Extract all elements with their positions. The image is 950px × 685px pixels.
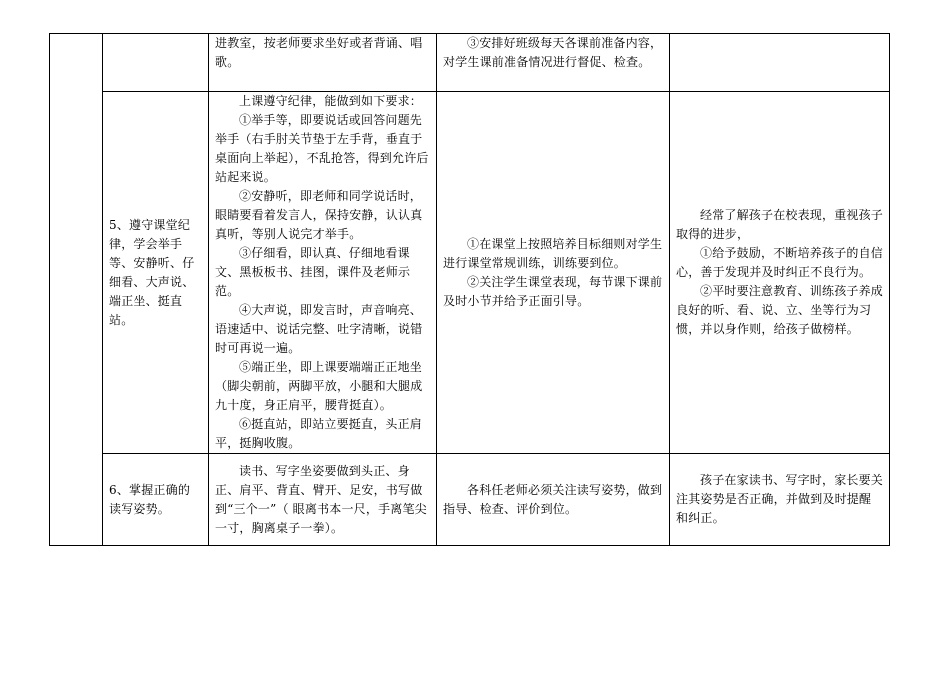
- requirement-item: ②安静听，即老师和同学说话时，眼睛要看着发言人，保持安静，认认真真听，等别人说完才举手。: [215, 189, 423, 241]
- teacher-measure-cell: [437, 92, 670, 454]
- parent-measure-text: ①给予鼓励，不断培养孩子的自信心，善于发现并及时纠正不良行为。: [676, 246, 884, 279]
- table-row: [50, 34, 890, 92]
- requirement-cell: [209, 34, 437, 92]
- topic-cell: [103, 454, 209, 546]
- requirement-item: ③仔细看，即认真、仔细地看课文、黑板板书、挂图，课件及老师示范。: [215, 246, 411, 298]
- requirement-item: ⑥挺直站，即站立要挺直，头正肩平，挺胸收腹。: [215, 417, 423, 450]
- teacher-measure-text: ①在课堂上按照培养目标细则对学生进行课堂常规训练，训练要到位。: [443, 236, 663, 270]
- parent-measure-text: ②平时要注意教育、训练孩子养成良好的听、看、说、立、坐等行为习惯，并以身作则，给孩子做榜样。: [676, 284, 884, 336]
- requirement-intro: 上课遵守纪律，能做到如下要求：: [239, 94, 423, 108]
- parent-measure-text: 孩子在家读书、写字时，家长要关注其姿势是否正确，并做到及时提醒和纠正。: [676, 473, 884, 525]
- category-cell: [50, 34, 103, 546]
- requirement-text: 进教室，按老师要求坐好或者背诵、唱歌。: [215, 36, 423, 69]
- parent-measure-text: 经常了解孩子在校表现，重视孩子取得的进步，: [676, 208, 884, 241]
- table-row: [50, 92, 890, 454]
- teacher-measure-text: ③安排好班级每天各课前准备内容，对学生课前准备情况进行督促、检查。: [443, 36, 663, 69]
- teacher-measure-text: ②关注学生课堂表现，每节课下课前及时小节并给予正面引导。: [443, 274, 663, 308]
- parent-measure-cell: [670, 34, 890, 92]
- table-row: [50, 454, 890, 546]
- topic-cell: [103, 92, 209, 454]
- requirement-cell: [209, 454, 437, 546]
- teacher-measure-cell: [437, 454, 670, 546]
- parent-measure-cell: [670, 454, 890, 546]
- topic-cell: [103, 34, 209, 92]
- topic-text: 6、掌握正确的读写姿势。: [109, 482, 191, 516]
- teacher-measure-text: 各科任老师必须关注读写姿势，做到指导、检查、评价到位。: [443, 482, 663, 516]
- requirement-item: ⑤端正坐，即上课要端端正正地坐（脚尖朝前，两脚平放，小腿和大腿成九十度，身正肩平，腰背挺直）。: [215, 360, 423, 412]
- requirement-text: 读书、写字坐姿要做到头正、身正、肩平、背直、臂开、足安，书写做到“三个一”（ 眼离书本一尺，手离笔尖一寸，胸离桌子一拳）。: [215, 463, 427, 535]
- requirement-cell: [209, 92, 437, 454]
- parent-measure-cell: [670, 92, 890, 454]
- topic-text: 5、遵守课堂纪律，学会举手等、安静听、仔细看、大声说、端正坐、挺直站。: [109, 217, 195, 327]
- requirement-item: ①举手等，即要说话或回答问题先举手（右手肘关节垫于左手背，垂直于桌面向上举起），不乱抢答，得到允许后站起来说。: [215, 113, 429, 184]
- requirement-item: ④大声说，即发言时，声音响亮、语速适中、说话完整、吐字清晰，说错时可再说一遍。: [215, 303, 423, 355]
- teacher-measure-cell: [437, 34, 670, 92]
- education-requirements-table: [49, 33, 890, 546]
